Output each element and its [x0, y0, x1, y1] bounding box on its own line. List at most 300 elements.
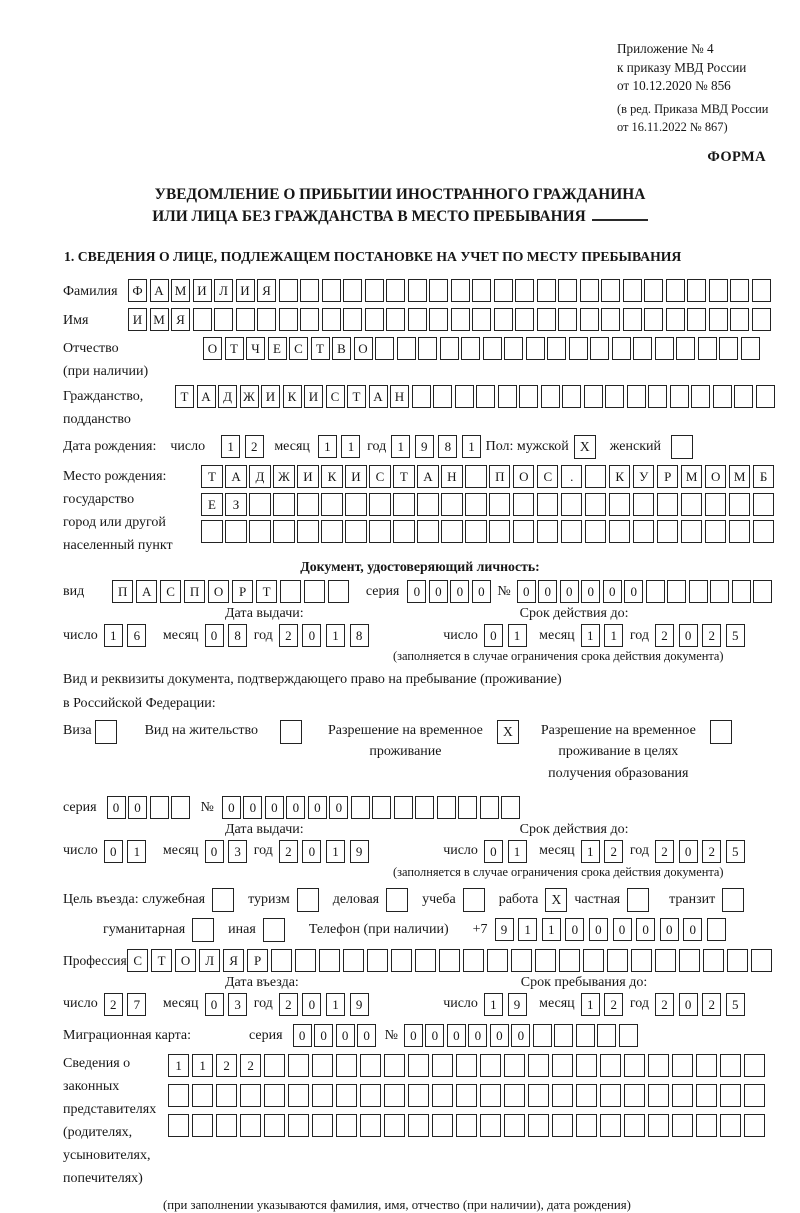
char-cell[interactable] [257, 308, 276, 331]
char-cell[interactable]: 0 [511, 1024, 530, 1047]
char-cell[interactable] [236, 308, 255, 331]
char-cell[interactable] [679, 949, 700, 972]
char-cell[interactable]: Я [257, 279, 276, 302]
char-cell[interactable]: 0 [679, 993, 698, 1016]
purpose-private-checkbox[interactable] [627, 888, 649, 912]
char-cell[interactable]: Н [441, 465, 462, 488]
char-cell[interactable]: 0 [468, 1024, 487, 1047]
char-cell[interactable] [657, 520, 678, 543]
char-cell[interactable] [295, 949, 316, 972]
char-cell[interactable] [214, 308, 233, 331]
char-cell[interactable]: 1 [168, 1054, 189, 1077]
char-cell[interactable] [501, 796, 520, 819]
char-cell[interactable]: 0 [581, 580, 600, 603]
char-cell[interactable]: 0 [603, 580, 622, 603]
char-cell[interactable]: 0 [624, 580, 643, 603]
char-cell[interactable]: . [561, 465, 582, 488]
char-cell[interactable] [304, 580, 325, 603]
char-cell[interactable] [558, 308, 577, 331]
char-cell[interactable] [360, 1054, 381, 1077]
char-cell[interactable] [559, 949, 580, 972]
char-cell[interactable]: 2 [702, 993, 721, 1016]
char-cell[interactable]: Т [256, 580, 277, 603]
char-cell[interactable]: 0 [404, 1024, 423, 1047]
char-cell[interactable] [554, 1024, 573, 1047]
char-cell[interactable]: Л [199, 949, 220, 972]
char-cell[interactable] [600, 1054, 621, 1077]
char-cell[interactable] [397, 337, 416, 360]
char-cell[interactable]: 0 [565, 918, 584, 941]
char-cell[interactable] [480, 1054, 501, 1077]
char-cell[interactable] [279, 308, 298, 331]
char-cell[interactable] [319, 949, 340, 972]
char-cell[interactable] [605, 385, 624, 408]
char-cell[interactable]: Т [225, 337, 244, 360]
char-cell[interactable]: В [332, 337, 351, 360]
purpose-work-checkbox[interactable]: X [545, 888, 567, 912]
char-cell[interactable] [561, 493, 582, 516]
char-cell[interactable] [321, 493, 342, 516]
char-cell[interactable] [322, 279, 341, 302]
char-cell[interactable] [600, 1114, 621, 1137]
char-cell[interactable] [280, 580, 301, 603]
char-cell[interactable]: О [203, 337, 222, 360]
char-cell[interactable] [439, 949, 460, 972]
char-cell[interactable]: 0 [636, 918, 655, 941]
char-cell[interactable]: 1 [326, 840, 345, 863]
char-cell[interactable] [600, 1084, 621, 1107]
char-cell[interactable] [498, 385, 517, 408]
char-cell[interactable] [264, 1054, 285, 1077]
char-cell[interactable]: 0 [286, 796, 305, 819]
char-cell[interactable] [487, 949, 508, 972]
char-cell[interactable] [535, 949, 556, 972]
char-cell[interactable]: М [150, 308, 169, 331]
char-cell[interactable] [465, 465, 486, 488]
char-cell[interactable]: О [705, 465, 726, 488]
char-cell[interactable]: 2 [104, 993, 123, 1016]
char-cell[interactable] [528, 1054, 549, 1077]
char-cell[interactable] [707, 918, 726, 941]
char-cell[interactable] [432, 1114, 453, 1137]
char-cell[interactable] [360, 1114, 381, 1137]
char-cell[interactable]: 0 [450, 580, 469, 603]
char-cell[interactable]: 1 [508, 840, 527, 863]
char-cell[interactable] [465, 493, 486, 516]
char-cell[interactable] [744, 1084, 765, 1107]
char-cell[interactable] [528, 1114, 549, 1137]
char-cell[interactable] [336, 1084, 357, 1107]
char-cell[interactable]: 0 [613, 918, 632, 941]
char-cell[interactable] [752, 279, 771, 302]
char-cell[interactable]: И [128, 308, 147, 331]
char-cell[interactable]: 0 [679, 624, 698, 647]
char-cell[interactable] [713, 385, 732, 408]
char-cell[interactable] [345, 493, 366, 516]
char-cell[interactable] [264, 1114, 285, 1137]
char-cell[interactable]: У [633, 465, 654, 488]
char-cell[interactable]: Ч [246, 337, 265, 360]
char-cell[interactable] [240, 1114, 261, 1137]
char-cell[interactable] [734, 385, 753, 408]
char-cell[interactable] [753, 493, 774, 516]
char-cell[interactable] [367, 949, 388, 972]
char-cell[interactable] [432, 1054, 453, 1077]
char-cell[interactable] [666, 279, 685, 302]
char-cell[interactable] [655, 337, 674, 360]
char-cell[interactable]: Е [268, 337, 287, 360]
char-cell[interactable] [322, 308, 341, 331]
char-cell[interactable] [369, 493, 390, 516]
char-cell[interactable] [751, 949, 772, 972]
char-cell[interactable]: 0 [302, 624, 321, 647]
char-cell[interactable]: 2 [604, 840, 623, 863]
char-cell[interactable] [558, 279, 577, 302]
char-cell[interactable] [273, 520, 294, 543]
char-cell[interactable] [504, 1084, 525, 1107]
purpose-transit-checkbox[interactable] [722, 888, 744, 912]
char-cell[interactable] [666, 308, 685, 331]
char-cell[interactable] [672, 1084, 693, 1107]
char-cell[interactable] [633, 493, 654, 516]
char-cell[interactable] [365, 279, 384, 302]
char-cell[interactable]: Я [171, 308, 190, 331]
char-cell[interactable]: И [297, 465, 318, 488]
char-cell[interactable] [369, 520, 390, 543]
char-cell[interactable] [429, 279, 448, 302]
char-cell[interactable]: 2 [216, 1054, 237, 1077]
char-cell[interactable] [585, 520, 606, 543]
char-cell[interactable]: 3 [228, 840, 247, 863]
char-cell[interactable] [552, 1114, 573, 1137]
char-cell[interactable]: 8 [228, 624, 247, 647]
char-cell[interactable] [418, 337, 437, 360]
char-cell[interactable] [609, 493, 630, 516]
char-cell[interactable] [264, 1084, 285, 1107]
char-cell[interactable] [451, 279, 470, 302]
char-cell[interactable]: 2 [240, 1054, 261, 1077]
char-cell[interactable]: Д [218, 385, 237, 408]
char-cell[interactable]: 2 [702, 840, 721, 863]
char-cell[interactable] [672, 1114, 693, 1137]
char-cell[interactable]: 2 [655, 993, 674, 1016]
char-cell[interactable] [150, 796, 169, 819]
char-cell[interactable]: 0 [429, 580, 448, 603]
char-cell[interactable]: 0 [679, 840, 698, 863]
char-cell[interactable] [343, 279, 362, 302]
char-cell[interactable] [504, 337, 523, 360]
char-cell[interactable] [633, 337, 652, 360]
char-cell[interactable] [624, 1054, 645, 1077]
char-cell[interactable]: К [283, 385, 302, 408]
char-cell[interactable] [528, 1084, 549, 1107]
char-cell[interactable] [720, 1084, 741, 1107]
char-cell[interactable]: 0 [683, 918, 702, 941]
char-cell[interactable] [384, 1054, 405, 1077]
char-cell[interactable] [297, 493, 318, 516]
char-cell[interactable] [386, 308, 405, 331]
char-cell[interactable] [192, 1114, 213, 1137]
char-cell[interactable]: Р [247, 949, 268, 972]
char-cell[interactable]: А [417, 465, 438, 488]
char-cell[interactable] [321, 520, 342, 543]
char-cell[interactable] [465, 520, 486, 543]
char-cell[interactable]: П [184, 580, 205, 603]
char-cell[interactable] [441, 493, 462, 516]
char-cell[interactable]: 0 [484, 624, 503, 647]
char-cell[interactable] [476, 385, 495, 408]
char-cell[interactable]: Н [390, 385, 409, 408]
char-cell[interactable]: О [175, 949, 196, 972]
char-cell[interactable]: Т [151, 949, 172, 972]
char-cell[interactable]: 2 [279, 993, 298, 1016]
char-cell[interactable]: 0 [308, 796, 327, 819]
char-cell[interactable]: 0 [357, 1024, 376, 1047]
char-cell[interactable] [472, 308, 491, 331]
char-cell[interactable] [727, 949, 748, 972]
char-cell[interactable] [456, 1054, 477, 1077]
char-cell[interactable]: Т [347, 385, 366, 408]
char-cell[interactable]: 2 [279, 840, 298, 863]
char-cell[interactable] [461, 337, 480, 360]
char-cell[interactable] [561, 520, 582, 543]
char-cell[interactable]: С [289, 337, 308, 360]
char-cell[interactable] [580, 279, 599, 302]
char-cell[interactable] [681, 520, 702, 543]
char-cell[interactable] [696, 1114, 717, 1137]
char-cell[interactable]: 1 [508, 624, 527, 647]
char-cell[interactable] [391, 949, 412, 972]
char-cell[interactable] [672, 1054, 693, 1077]
char-cell[interactable] [709, 308, 728, 331]
char-cell[interactable]: 1 [518, 918, 537, 941]
char-cell[interactable] [480, 1084, 501, 1107]
char-cell[interactable] [562, 385, 581, 408]
char-cell[interactable]: Т [311, 337, 330, 360]
char-cell[interactable] [511, 949, 532, 972]
char-cell[interactable] [729, 520, 750, 543]
char-cell[interactable] [394, 796, 413, 819]
temp-residence-checkbox[interactable]: X [497, 720, 519, 744]
char-cell[interactable] [583, 949, 604, 972]
char-cell[interactable] [249, 493, 270, 516]
char-cell[interactable] [729, 493, 750, 516]
char-cell[interactable]: З [225, 493, 246, 516]
char-cell[interactable] [627, 385, 646, 408]
char-cell[interactable]: 2 [655, 840, 674, 863]
char-cell[interactable] [623, 308, 642, 331]
char-cell[interactable] [440, 337, 459, 360]
char-cell[interactable] [456, 1084, 477, 1107]
char-cell[interactable]: 1 [581, 624, 600, 647]
char-cell[interactable]: Ж [240, 385, 259, 408]
char-cell[interactable]: 1 [104, 624, 123, 647]
char-cell[interactable]: 0 [407, 580, 426, 603]
char-cell[interactable]: 1 [341, 435, 360, 458]
char-cell[interactable]: И [261, 385, 280, 408]
char-cell[interactable] [547, 337, 566, 360]
char-cell[interactable]: 0 [560, 580, 579, 603]
char-cell[interactable] [597, 1024, 616, 1047]
char-cell[interactable] [744, 1114, 765, 1137]
char-cell[interactable]: 5 [726, 840, 745, 863]
char-cell[interactable]: 9 [350, 840, 369, 863]
char-cell[interactable]: 2 [702, 624, 721, 647]
char-cell[interactable] [417, 520, 438, 543]
char-cell[interactable] [710, 580, 729, 603]
char-cell[interactable]: 0 [447, 1024, 466, 1047]
char-cell[interactable]: 1 [221, 435, 240, 458]
char-cell[interactable] [585, 493, 606, 516]
char-cell[interactable]: К [321, 465, 342, 488]
char-cell[interactable] [537, 493, 558, 516]
char-cell[interactable] [192, 1084, 213, 1107]
char-cell[interactable] [696, 1084, 717, 1107]
char-cell[interactable] [705, 493, 726, 516]
char-cell[interactable]: 0 [243, 796, 262, 819]
char-cell[interactable] [569, 337, 588, 360]
char-cell[interactable]: 2 [604, 993, 623, 1016]
char-cell[interactable] [687, 279, 706, 302]
char-cell[interactable] [441, 520, 462, 543]
char-cell[interactable] [696, 1054, 717, 1077]
char-cell[interactable]: Р [657, 465, 678, 488]
char-cell[interactable]: Т [201, 465, 222, 488]
char-cell[interactable] [624, 1114, 645, 1137]
char-cell[interactable] [417, 493, 438, 516]
char-cell[interactable]: 5 [726, 624, 745, 647]
char-cell[interactable]: 0 [329, 796, 348, 819]
char-cell[interactable] [513, 493, 534, 516]
char-cell[interactable] [372, 796, 391, 819]
char-cell[interactable]: О [513, 465, 534, 488]
char-cell[interactable]: 0 [660, 918, 679, 941]
char-cell[interactable]: 0 [425, 1024, 444, 1047]
char-cell[interactable] [730, 308, 749, 331]
char-cell[interactable] [393, 493, 414, 516]
char-cell[interactable] [756, 385, 775, 408]
purpose-business-checkbox[interactable] [386, 888, 408, 912]
char-cell[interactable]: 0 [265, 796, 284, 819]
char-cell[interactable] [168, 1084, 189, 1107]
char-cell[interactable]: 0 [336, 1024, 355, 1047]
char-cell[interactable]: И [236, 279, 255, 302]
char-cell[interactable] [648, 385, 667, 408]
char-cell[interactable]: 0 [104, 840, 123, 863]
char-cell[interactable] [537, 279, 556, 302]
char-cell[interactable] [279, 279, 298, 302]
char-cell[interactable]: 1 [581, 840, 600, 863]
char-cell[interactable]: М [171, 279, 190, 302]
char-cell[interactable]: Е [201, 493, 222, 516]
char-cell[interactable] [504, 1114, 525, 1137]
char-cell[interactable] [657, 493, 678, 516]
char-cell[interactable]: 1 [192, 1054, 213, 1077]
char-cell[interactable]: 0 [107, 796, 126, 819]
char-cell[interactable] [451, 308, 470, 331]
char-cell[interactable] [744, 1054, 765, 1077]
char-cell[interactable] [720, 1054, 741, 1077]
char-cell[interactable] [541, 385, 560, 408]
char-cell[interactable] [691, 385, 710, 408]
char-cell[interactable] [601, 279, 620, 302]
char-cell[interactable]: 2 [279, 624, 298, 647]
char-cell[interactable] [741, 337, 760, 360]
char-cell[interactable]: А [225, 465, 246, 488]
char-cell[interactable] [730, 279, 749, 302]
char-cell[interactable]: 0 [314, 1024, 333, 1047]
char-cell[interactable] [619, 1024, 638, 1047]
char-cell[interactable]: 9 [495, 918, 514, 941]
char-cell[interactable]: 7 [127, 993, 146, 1016]
char-cell[interactable]: 0 [205, 624, 224, 647]
char-cell[interactable] [667, 580, 686, 603]
char-cell[interactable] [646, 580, 665, 603]
char-cell[interactable] [360, 1084, 381, 1107]
char-cell[interactable] [171, 796, 190, 819]
char-cell[interactable] [168, 1114, 189, 1137]
char-cell[interactable]: Т [393, 465, 414, 488]
char-cell[interactable] [288, 1114, 309, 1137]
char-cell[interactable]: 0 [302, 840, 321, 863]
purpose-tourism-checkbox[interactable] [297, 888, 319, 912]
char-cell[interactable] [655, 949, 676, 972]
char-cell[interactable] [343, 308, 362, 331]
char-cell[interactable] [300, 279, 319, 302]
char-cell[interactable]: Б [753, 465, 774, 488]
char-cell[interactable] [513, 520, 534, 543]
char-cell[interactable] [288, 1054, 309, 1077]
char-cell[interactable]: Т [175, 385, 194, 408]
char-cell[interactable] [216, 1084, 237, 1107]
char-cell[interactable]: 0 [222, 796, 241, 819]
char-cell[interactable]: 1 [581, 993, 600, 1016]
char-cell[interactable]: И [304, 385, 323, 408]
char-cell[interactable] [300, 308, 319, 331]
purpose-official-checkbox[interactable] [212, 888, 234, 912]
sex-female-checkbox[interactable] [671, 435, 693, 459]
char-cell[interactable] [312, 1084, 333, 1107]
char-cell[interactable]: 0 [484, 840, 503, 863]
char-cell[interactable]: 0 [517, 580, 536, 603]
char-cell[interactable]: 9 [415, 435, 434, 458]
char-cell[interactable] [590, 337, 609, 360]
char-cell[interactable]: С [537, 465, 558, 488]
char-cell[interactable] [689, 580, 708, 603]
char-cell[interactable] [633, 520, 654, 543]
char-cell[interactable] [504, 1054, 525, 1077]
char-cell[interactable]: 0 [589, 918, 608, 941]
char-cell[interactable] [458, 796, 477, 819]
char-cell[interactable] [719, 337, 738, 360]
char-cell[interactable]: 1 [318, 435, 337, 458]
purpose-other-checkbox[interactable] [263, 918, 285, 942]
char-cell[interactable]: 1 [604, 624, 623, 647]
char-cell[interactable] [705, 520, 726, 543]
char-cell[interactable] [576, 1084, 597, 1107]
char-cell[interactable]: Р [232, 580, 253, 603]
char-cell[interactable] [552, 1054, 573, 1077]
char-cell[interactable] [483, 337, 502, 360]
char-cell[interactable]: П [112, 580, 133, 603]
char-cell[interactable]: 1 [391, 435, 410, 458]
char-cell[interactable]: М [681, 465, 702, 488]
char-cell[interactable]: А [150, 279, 169, 302]
char-cell[interactable] [515, 279, 534, 302]
char-cell[interactable] [533, 1024, 552, 1047]
char-cell[interactable]: 0 [472, 580, 491, 603]
char-cell[interactable] [480, 796, 499, 819]
